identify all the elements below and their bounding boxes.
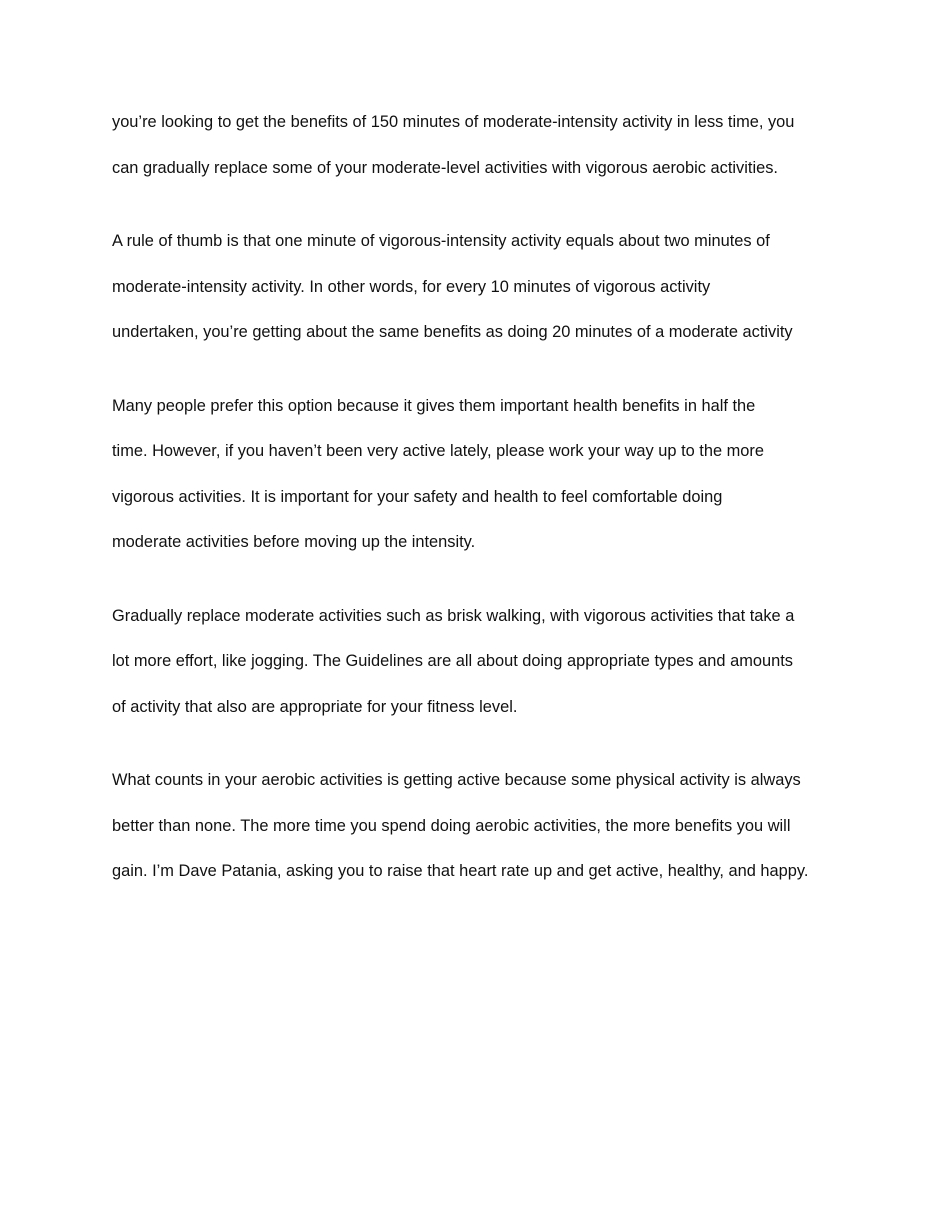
- paragraph-line: Gradually replace moderate activities such as brisk walking, with vigorous activities that take a: [112, 606, 795, 625]
- document-body: [112, 100, 852, 923]
- paragraph-line: lot more effort, like jogging. The Guidelines are all about doing appropriate types and amounts: [112, 652, 793, 670]
- paragraph-line: What counts in your aerobic activities is getting active because some physical activity is always: [112, 771, 801, 789]
- paragraph-5: [112, 758, 852, 895]
- paragraph-2: [112, 219, 852, 356]
- paragraph-line: undertaken, you’re getting about the same benefits as doing 20 minutes of a moderate activity: [112, 323, 793, 341]
- paragraph-line: you’re looking to get the benefits of 150 minutes of moderate-intensity activity in less time, you: [112, 113, 795, 131]
- paragraph-line: moderate-intensity activity. In other words, for every 10 minutes of vigorous activity: [112, 277, 711, 296]
- paragraph-line: can gradually replace some of your moderate-level activities with vigorous aerobic activities.: [112, 158, 778, 177]
- paragraph-line: time. However, if you haven’t been very active lately, please work your way up to the more: [112, 442, 764, 460]
- paragraph-line: better than none. The more time you spend doing aerobic activities, the more benefits you will: [112, 816, 791, 835]
- paragraph-4: [112, 594, 852, 731]
- paragraph-line: of activity that also are appropriate for your fitness level.: [112, 697, 518, 716]
- paragraph-line: Many people prefer this option because it gives them important health benefits in half the: [112, 396, 756, 415]
- paragraph-3: [112, 384, 852, 566]
- paragraph-line: A rule of thumb is that one minute of vigorous-intensity activity equals about two minutes of: [112, 232, 770, 250]
- paragraph-line: vigorous activities. It is important for your safety and health to feel comfortable doing: [112, 487, 723, 506]
- paragraph-1: [112, 100, 852, 191]
- paragraph-line: moderate activities before moving up the intensity.: [112, 533, 476, 551]
- paragraph-line: gain. I’m Dave Patania, asking you to raise that heart rate up and get active, healthy, and happy.: [112, 862, 809, 880]
